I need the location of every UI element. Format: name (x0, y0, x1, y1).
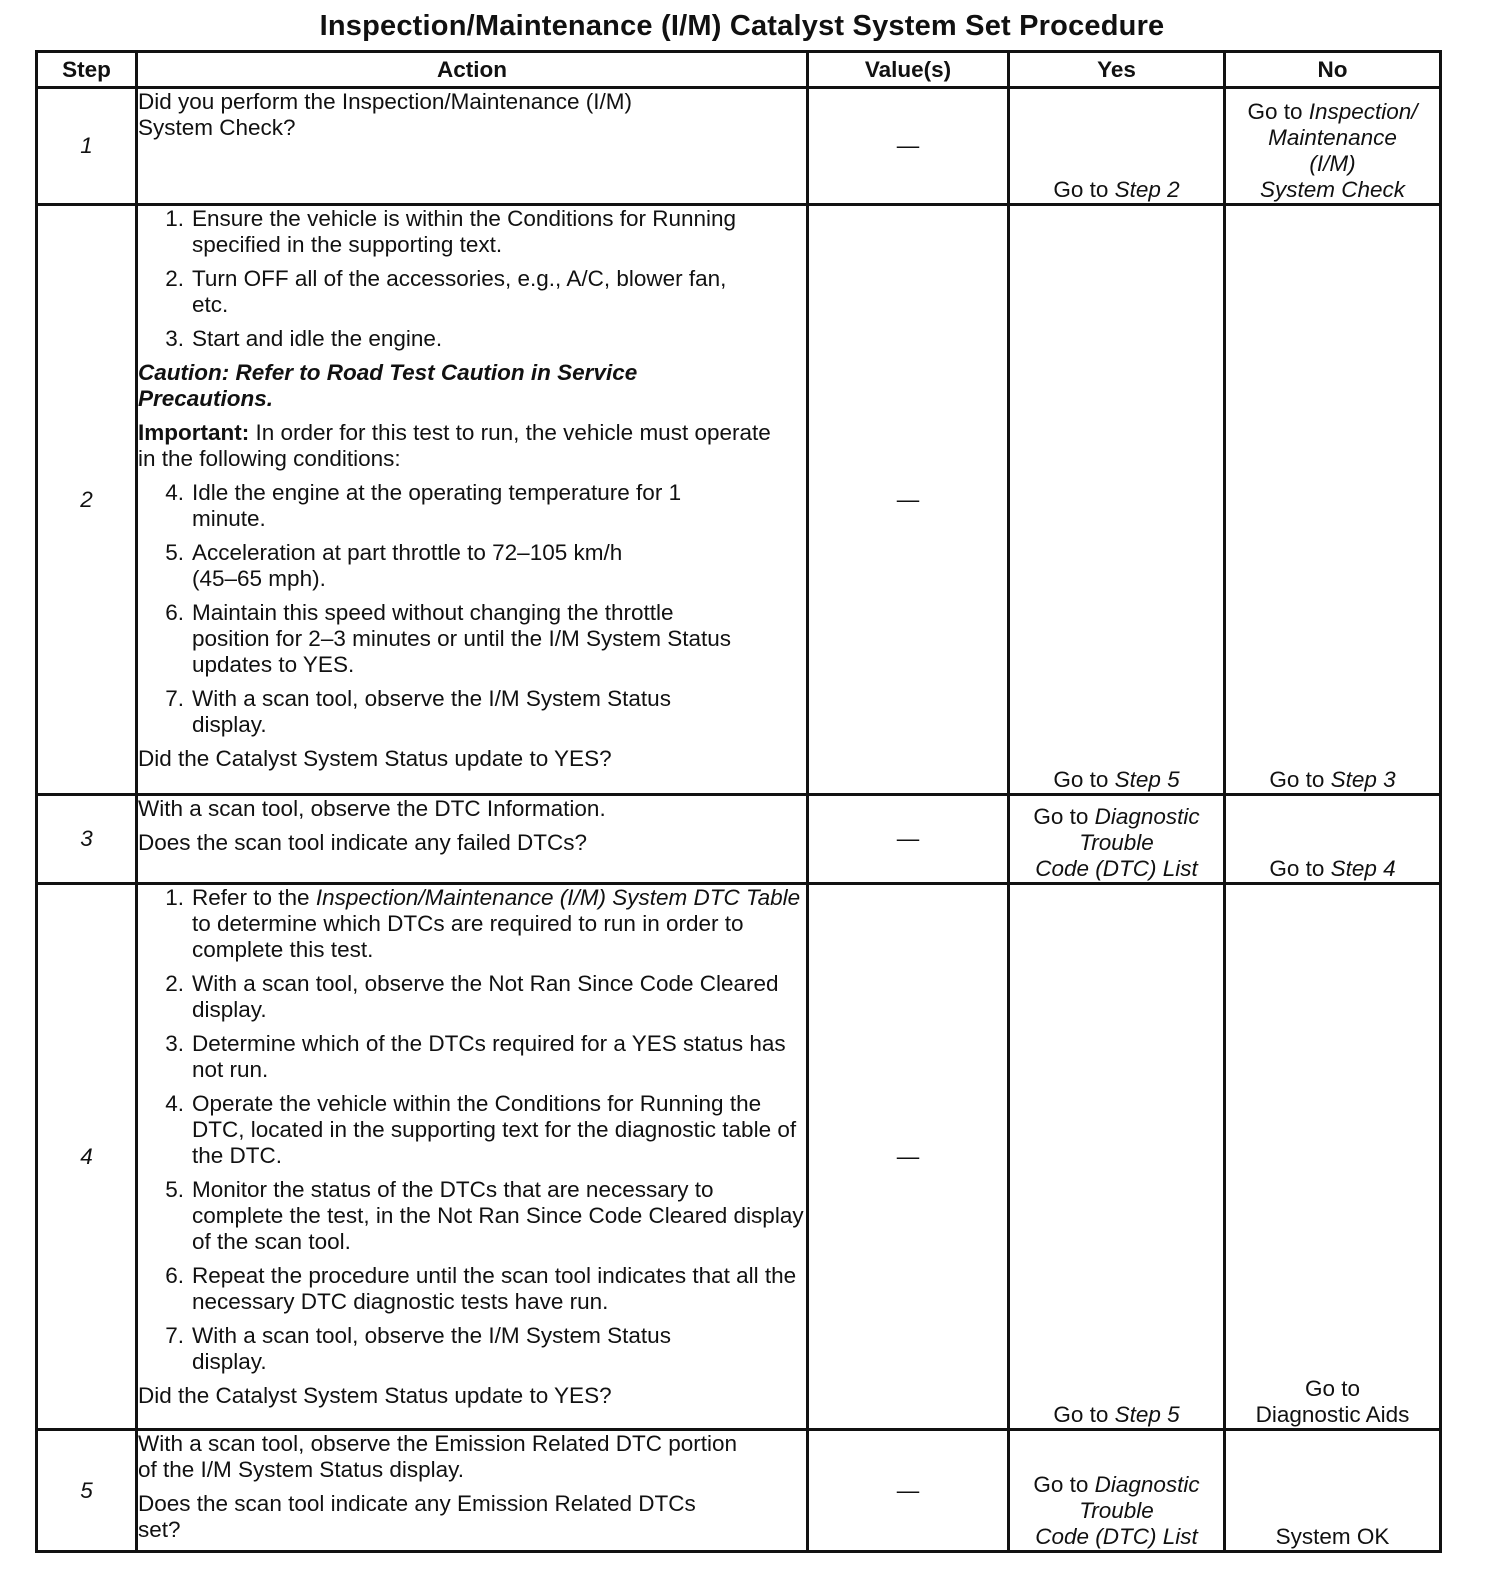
header-step: Step (37, 52, 137, 88)
action-question: Does the scan tool indicate any failed DTCs? (138, 830, 587, 855)
action-list (138, 480, 806, 738)
action-question: Did you perform the Inspection/Maintenance (I/M) System Check? (138, 89, 632, 140)
yes-ref-line2: Trouble (1079, 830, 1154, 855)
yes-ref: Step 2 (1114, 177, 1180, 202)
table-row (37, 884, 1441, 1430)
no-cell (1225, 88, 1441, 205)
important-note: Important: In order for this test to run, the vehicle must operate in the following conditions: (138, 420, 771, 471)
list-item: 4. Idle the engine at the operating temperature for 1 minute. (165, 480, 682, 531)
list-item: 5. Monitor the status of the DTCs that are necessary to complete the test, in the Not Ran Since Code Cleared display of the scan tool. (165, 1177, 804, 1254)
caution-note: Caution: Refer to Road Test Caution in Service Precautions. (138, 360, 638, 411)
yes-prefix: Go to (1033, 1472, 1095, 1497)
value-cell: — (808, 795, 1009, 884)
header-action: Action (137, 52, 808, 88)
list-item: 5. Acceleration at part throttle to 72–105 km/h (45–65 mph). (165, 540, 623, 591)
no-cell (1225, 205, 1441, 795)
list-item: 7. With a scan tool, observe the I/M System Status display. (165, 686, 671, 737)
header-values: Value(s) (808, 52, 1009, 88)
page-title: Inspection/Maintenance (I/M) Catalyst System Set Procedure (319, 10, 1165, 42)
no-ref-line1: Inspection/ (1308, 99, 1418, 124)
yes-prefix: Go to (1053, 767, 1115, 792)
action-text: With a scan tool, observe the DTC Information. (138, 796, 606, 821)
table-row (37, 205, 1441, 795)
no-line1: Go to (1304, 1376, 1361, 1401)
no-cell (1225, 795, 1441, 884)
no-ref: Step 3 (1330, 767, 1396, 792)
yes-cell (1009, 795, 1225, 884)
value-cell: — (808, 884, 1009, 1430)
yes-ref: Step 5 (1114, 767, 1180, 792)
action-list (138, 206, 806, 352)
no-ref-line4: System Check (1259, 177, 1406, 202)
list-item: 3. Start and idle the engine. (165, 326, 443, 351)
no-prefix: Go to (1269, 856, 1331, 881)
yes-prefix: Go to (1053, 177, 1115, 202)
action-cell (137, 205, 808, 795)
yes-cell (1009, 205, 1225, 795)
list-item: 2. With a scan tool, observe the Not Ran Since Code Cleared display. (165, 971, 779, 1022)
list-item: 3. Determine which of the DTCs required for a YES status has not run. (165, 1031, 786, 1082)
action-text: With a scan tool, observe the Emission Related DTC portion of the I/M System Status display. (138, 1431, 738, 1482)
yes-cell (1009, 1430, 1225, 1552)
no-ref-line2: Maintenance (1268, 125, 1397, 150)
procedure-table (35, 50, 1442, 1553)
yes-prefix: Go to (1053, 1402, 1115, 1427)
list-item: 1. Refer to the Inspection/Maintenance (I/M) System DTC Table to determine which DTCs are required to run in order to complete this test. (165, 885, 801, 962)
list-item: 4. Operate the vehicle within the Conditions for Running the DTC, located in the supporting text for the diagnostic table of the DTC. (165, 1091, 797, 1168)
action-cell (137, 795, 808, 884)
action-question: Does the scan tool indicate any Emission Related DTCs set? (138, 1491, 696, 1542)
action-question: Did the Catalyst System Status update to YES? (138, 746, 612, 771)
no-prefix: Go to (1269, 767, 1331, 792)
yes-ref-line3: Code (DTC) List (1035, 1524, 1198, 1549)
header-yes: Yes (1009, 52, 1225, 88)
value-cell: — (808, 1430, 1009, 1552)
no-ref-line3: (I/M) (1309, 151, 1356, 176)
action-cell (137, 884, 808, 1430)
no-line2: Diagnostic Aids (1255, 1402, 1410, 1427)
table-row (37, 88, 1441, 205)
no-cell (1225, 884, 1441, 1430)
list-item: 6. Repeat the procedure until the scan tool indicates that all the necessary DTC diagnostic tests have run. (165, 1263, 797, 1314)
value-cell: — (808, 88, 1009, 205)
header-no: No (1225, 52, 1441, 88)
no-text: System OK (1275, 1524, 1390, 1549)
no-prefix: Go to (1247, 99, 1309, 124)
table-row (37, 795, 1441, 884)
yes-ref-line1: Diagnostic (1094, 804, 1200, 829)
yes-ref-line3: Code (DTC) List (1035, 856, 1198, 881)
value-cell: — (808, 205, 1009, 795)
yes-prefix: Go to (1033, 804, 1095, 829)
list-item: 7. With a scan tool, observe the I/M System Status display. (165, 1323, 671, 1374)
no-ref: Step 4 (1330, 856, 1396, 881)
action-cell (137, 1430, 808, 1552)
yes-ref-line1: Diagnostic (1094, 1472, 1200, 1497)
step-number: 1 (37, 88, 137, 205)
action-cell (137, 88, 808, 205)
yes-cell (1009, 884, 1225, 1430)
step-number: 4 (37, 884, 137, 1430)
no-cell (1225, 1430, 1441, 1552)
yes-cell (1009, 88, 1225, 205)
list-item: 2. Turn OFF all of the accessories, e.g., A/C, blower fan, etc. (165, 266, 727, 317)
list-item: 1. Ensure the vehicle is within the Conditions for Running specified in the supporting text. (165, 206, 737, 257)
step-number: 5 (37, 1430, 137, 1552)
action-list (138, 885, 806, 1375)
step-number: 2 (37, 205, 137, 795)
list-item: 6. Maintain this speed without changing the throttle position for 2–3 minutes or until the I/M System Status updates to YES. (165, 600, 732, 677)
header-row (37, 52, 1441, 88)
action-question: Did the Catalyst System Status update to YES? (138, 1383, 612, 1408)
yes-ref-line2: Trouble (1079, 1498, 1154, 1523)
step-number: 3 (37, 795, 137, 884)
yes-ref: Step 5 (1114, 1402, 1180, 1427)
table-row (37, 1430, 1441, 1552)
